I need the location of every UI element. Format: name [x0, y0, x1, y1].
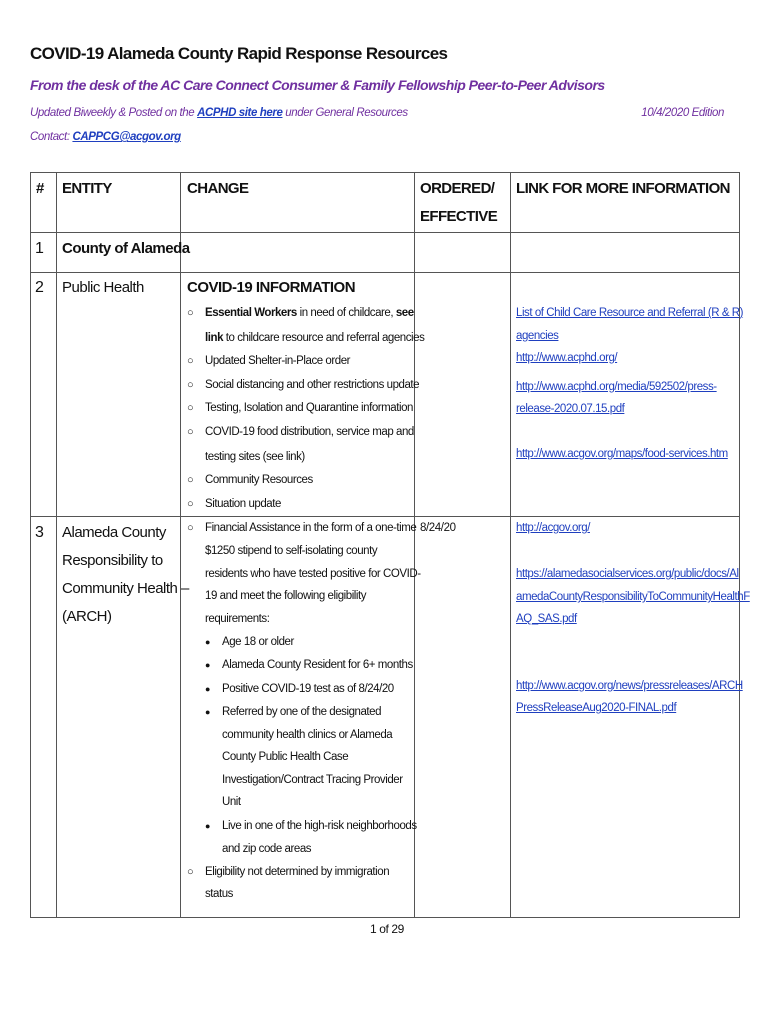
row3-req-live-line2: and zip code areas	[222, 843, 312, 855]
acphd-site-link[interactable]: ACPHD site here	[197, 107, 283, 119]
bullet-dot: ●	[205, 684, 211, 694]
table-col-rule-2	[180, 172, 181, 917]
row2-number: 2	[35, 279, 44, 296]
bullet-circle: ○	[187, 379, 194, 391]
press-release-link-cont[interactable]: release-2020.07.15.pdf	[516, 403, 625, 415]
row3-eligibility-line1: Eligibility not determined by immigration	[205, 866, 390, 878]
row1-number: 1	[35, 240, 44, 257]
row3-entity-line3: Community Health –	[62, 580, 189, 597]
update-note	[30, 107, 408, 119]
header-link: LINK FOR MORE INFORMATION	[516, 180, 730, 197]
childcare-list-link[interactable]: List of Child Care Resource and Referral (R & R)	[516, 307, 744, 319]
bullet-dot: ●	[205, 707, 211, 717]
row3-req-referred-line2: community health clinics or Alameda	[222, 729, 393, 741]
page-number: 1 of 29	[370, 922, 404, 936]
see-label: see	[395, 307, 414, 319]
bullet-circle: ○	[187, 402, 194, 414]
arch-faq-link-line3[interactable]: AQ_SAS.pdf	[516, 613, 577, 625]
childcare-agencies-text: to childcare resource and referral agencies	[223, 332, 425, 344]
acgov-home-link[interactable]: http://acgov.org/	[516, 522, 590, 534]
update-prefix: Updated Biweekly & Posted on the	[30, 107, 198, 119]
table-col-rule-3	[414, 172, 415, 917]
table-rule-row1-bottom	[30, 272, 740, 273]
row3-entity-line2: Responsibility to	[62, 552, 163, 569]
row2-item-shelter: Updated Shelter-in-Place order	[205, 355, 351, 367]
table-rule-bottom	[30, 917, 740, 918]
update-suffix: under General Resources	[282, 107, 408, 119]
header-number: #	[36, 180, 44, 197]
row2-item-essential-workers-cont	[205, 327, 424, 350]
row3-financial-line2: $1250 stipend to self-isolating county	[205, 545, 378, 557]
bullet-circle: ○	[187, 355, 194, 367]
table-col-rule-1	[56, 172, 57, 917]
contact-label: Contact:	[30, 131, 73, 143]
row2-item-testing: Testing, Isolation and Quarantine information	[205, 402, 413, 414]
row2-change-title: COVID-19 INFORMATION	[187, 279, 356, 296]
bullet-circle: ○	[187, 522, 194, 534]
row3-entity-line1: Alameda County	[62, 524, 166, 541]
food-services-link[interactable]: http://www.acgov.org/maps/food-services.htm	[516, 448, 728, 460]
bullet-circle: ○	[187, 426, 194, 438]
bullet-dot: ●	[205, 637, 211, 647]
header-effective: EFFECTIVE	[420, 208, 498, 225]
edition-date: 10/4/2020 Edition	[641, 107, 724, 119]
table-col-rule-4	[510, 172, 511, 917]
row2-item-food-cont: testing sites (see link)	[205, 451, 305, 463]
row3-number: 3	[35, 524, 44, 541]
row3-req-live-line1: Live in one of the high-risk neighborhoods	[222, 820, 417, 832]
row2-entity: Public Health	[62, 279, 144, 296]
row2-item-situation: Situation update	[205, 498, 281, 510]
row3-req-referred-line3: County Public Health Case	[222, 751, 349, 763]
row3-entity-line4: (ARCH)	[62, 608, 112, 625]
bullet-circle: ○	[187, 307, 194, 319]
row3-req-resident: Alameda County Resident for 6+ months	[222, 659, 413, 671]
header-entity: ENTITY	[62, 180, 112, 197]
row3-req-referred-line5: Unit	[222, 796, 241, 808]
header-ordered: ORDERED/	[420, 180, 495, 197]
arch-faq-link-line2[interactable]: amedaCountyResponsibilityToCommunityHealthF	[516, 591, 750, 603]
essential-workers-label: Essential Workers	[205, 307, 297, 319]
document-title: COVID-19 Alameda County Rapid Response Resources	[30, 44, 448, 63]
row3-financial-line5: requirements:	[205, 613, 270, 625]
row2-item-food: COVID-19 food distribution, service map and	[205, 426, 414, 438]
link-label: link	[205, 332, 224, 344]
table-col-rule-0	[30, 172, 31, 917]
contact-line	[30, 131, 181, 143]
arch-press-link-line1[interactable]: http://www.acgov.org/news/pressreleases/ARCH	[516, 680, 743, 692]
row3-eligibility-line2: status	[205, 888, 233, 900]
row3-financial-line4: 19 and meet the following eligibility	[205, 590, 367, 602]
table-col-rule-5	[739, 172, 740, 917]
row3-financial-line3: residents who have tested positive for COVID-	[205, 568, 421, 580]
bullet-circle: ○	[187, 866, 194, 878]
essential-workers-text: in need of childcare,	[296, 307, 396, 319]
arch-faq-link-line1[interactable]: https://alamedasocialservices.org/public/docs/Al	[516, 568, 739, 580]
bullet-circle: ○	[187, 474, 194, 486]
bullet-dot: ●	[205, 660, 211, 670]
row3-req-referred-line1: Referred by one of the designated	[222, 706, 382, 718]
row3-req-positive: Positive COVID-19 test as of 8/24/20	[222, 683, 394, 695]
table-rule-top	[30, 172, 740, 173]
table-rule-header-bottom	[30, 232, 740, 233]
bullet-circle: ○	[187, 498, 194, 510]
acphd-home-link[interactable]: http://www.acphd.org/	[516, 352, 618, 364]
arch-press-link-line2[interactable]: PressReleaseAug2020-FINAL.pdf	[516, 702, 677, 714]
contact-email-link[interactable]: CAPPCG@acgov.org	[72, 131, 181, 143]
childcare-list-link-cont[interactable]: agencies	[516, 330, 559, 342]
bullet-dot: ●	[205, 821, 211, 831]
row3-financial-line1: Financial Assistance in the form of a one-time	[205, 522, 417, 534]
row2-item-social-distancing: Social distancing and other restrictions update	[205, 379, 420, 391]
row3-req-referred-line4: Investigation/Contract Tracing Provider	[222, 774, 403, 786]
row1-entity: County of Alameda	[62, 240, 190, 257]
header-change: CHANGE	[187, 180, 249, 197]
row3-req-age: Age 18 or older	[222, 636, 294, 648]
row2-item-essential-workers	[205, 302, 414, 325]
row3-effective-date: 8/24/20	[420, 522, 456, 534]
row2-item-community: Community Resources	[205, 474, 313, 486]
document-subtitle: From the desk of the AC Care Connect Consumer & Family Fellowship Peer-to-Peer Advisors	[30, 77, 605, 93]
press-release-link[interactable]: http://www.acphd.org/media/592502/press-	[516, 381, 717, 393]
